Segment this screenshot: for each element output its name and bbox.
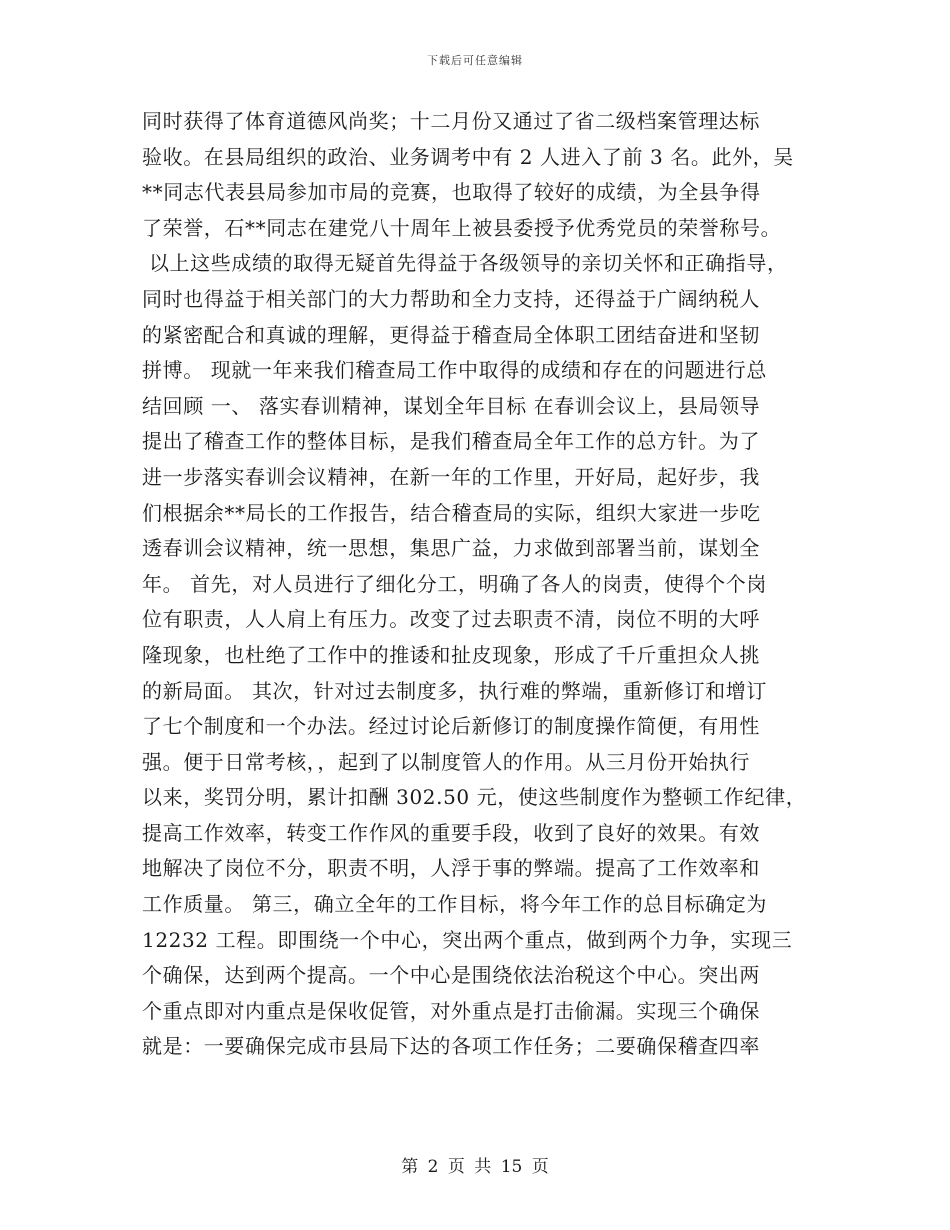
body-line: 的新局面。 其次，针对过去制度多，执行难的弊端，重新修订和增订	[142, 678, 767, 703]
body-line: 进一步落实春训会议精神，在新一年的工作里，开好局，起好步，我	[142, 464, 760, 489]
body-line: 提高工作效率，转变工作作风的重要手段，收到了良好的效果。有效	[142, 820, 760, 845]
body-line: 透春训会议精神，统一思想，集思广益，力求做到部署当前，谋划全	[142, 536, 760, 561]
body-line: 结回顾 一、 落实春训精神，谋划全年目标 在春训会议上，县局领导	[142, 393, 761, 418]
body-line: 拼博。 现就一年来我们稽查局工作中取得的成绩和存在的问题进行总	[142, 358, 767, 383]
body-line: 了荣誉，石**同志在建党八十周年上被县委授予优秀党员的荣誉称号。	[142, 215, 782, 240]
body-line: 验收。在县局组织的政治、业务调考中有 2 人进入了前 3 名。此外，吴	[142, 144, 794, 169]
body-line: 同时也得益于相关部门的大力帮助和全力支持，还得益于广阔纳税人	[142, 286, 760, 311]
body-line: **同志代表县局参加市局的竞赛，也取得了较好的成绩，为全县争得	[142, 180, 761, 205]
body-line: 地解决了岗位不分，职责不明，人浮于事的弊端。提高了工作效率和	[142, 856, 760, 881]
body-line: 强。便于日常考核，，起到了以制度管人的作用。从三月份开始执行	[142, 749, 750, 774]
body-line: 了七个制度和一个办法。经过讨论后新修订的制度操作简便，有用性	[142, 714, 760, 739]
body-line: 个确保，达到两个提高。一个中心是围绕依法治税这个中心。突出两	[142, 963, 760, 988]
body-line: 就是：一要确保完成市县局下达的各项工作任务；二要确保稽查四率	[142, 1034, 760, 1059]
body-line: 隆现象，也杜绝了工作中的推诿和扯皮现象，形成了千斤重担众人挑	[142, 642, 760, 667]
body-line: 的紧密配合和真诚的理解，更得益于稽查局全体职工团结奋进和坚韧	[142, 322, 760, 347]
body-line: 个重点即对内重点是保收促管，对外重点是打击偷漏。实现三个确保	[142, 998, 760, 1023]
page-number-footer: 第 2 页 共 15 页	[401, 1157, 549, 1177]
body-line: 们根据余**局长的工作报告，结合稽查局的实际，组织大家进一步吃	[142, 500, 761, 525]
document-body	[142, 104, 822, 1065]
body-line: 同时获得了体育道德风尚奖；十二月份又通过了省二级档案管理达标	[142, 109, 760, 133]
body-line: 位有职责，人人肩上有压力。改变了过去职责不清，岗位不明的大呼	[142, 607, 760, 632]
body-line: 工作质量。 第三，确立全年的工作目标，将今年工作的总目标确定为	[142, 892, 767, 917]
page-header: 下载后可任意编辑	[427, 54, 523, 67]
body-line: 提出了稽查工作的整体目标，是我们稽查局全年工作的总方针。为了	[142, 429, 760, 454]
body-line: 以上这些成绩的取得无疑首先得益于各级领导的亲切关怀和正确指导，	[142, 251, 788, 276]
body-line: 12232 工程。即围绕一个中心，突出两个重点，做到两个力争，实现三	[142, 927, 793, 952]
body-line: 以来，奖罚分明，累计扣酬 302.50 元，使这些制度作为整顿工作纪律，	[142, 785, 807, 810]
body-line: 年。 首先，对人员进行了细化分工，明确了各人的岗责，使得个个岗	[142, 571, 767, 596]
